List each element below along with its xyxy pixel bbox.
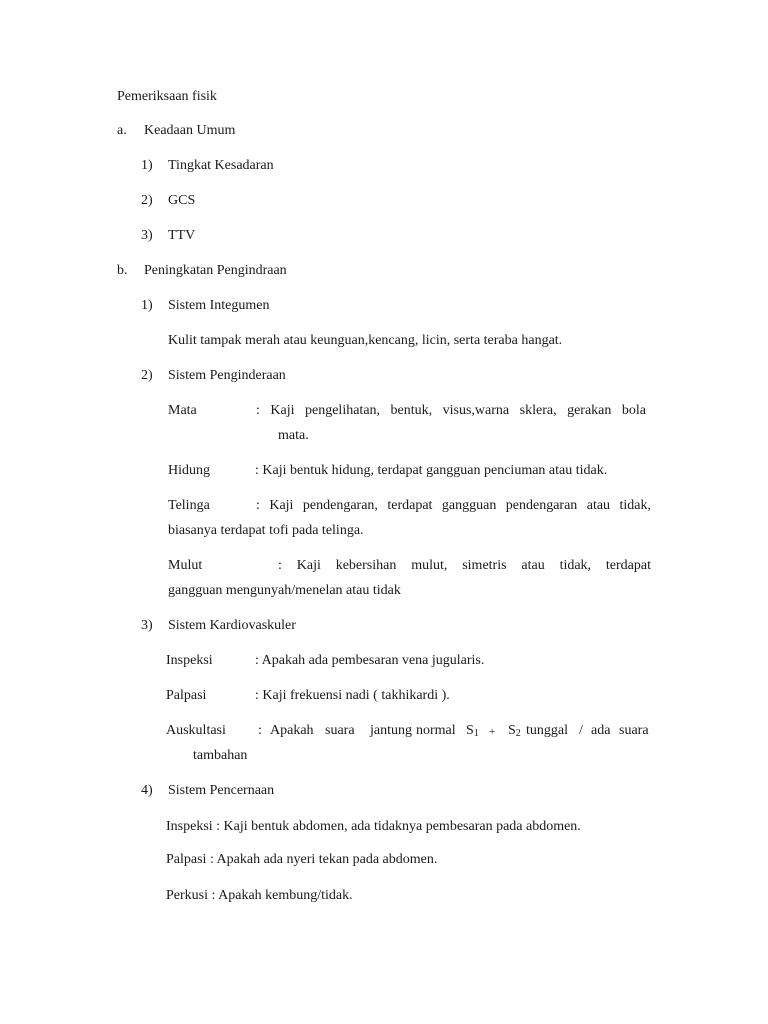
section-a-marker: a. [117,123,127,138]
definition-hidung: : Kaji bentuk hidung, terdapat gangguan penciuman atau tidak. [255,463,608,478]
pencernaan-inspeksi: Inspeksi : Kaji bentuk abdomen, ada tidaknya pembesaran pada abdomen. [166,819,581,834]
definition-mata-cont: mata. [278,428,309,443]
auskultasi-word: normal [416,723,456,738]
auskultasi-word: Apakah [270,723,314,738]
pencernaan-perkusi: Perkusi : Apakah kembung/tidak. [166,888,353,903]
definition-palpasi: : Kaji frekuensi nadi ( takhikardi ). [255,688,450,703]
section-a-heading: Keadaan Umum [144,123,236,138]
list-item-number: 2) [141,368,153,383]
term-telinga: Telinga [168,498,210,513]
auskultasi-s2: $S_2$ [508,723,521,739]
term-inspeksi: Inspeksi [166,653,213,668]
list-item-number: 4) [141,783,153,798]
auskultasi-colon: : [258,723,262,738]
list-item-number: 1) [141,158,153,173]
list-item-number: 2) [141,193,153,208]
definition-auskultasi [0,723,768,739]
auskultasi-word: tunggal [526,723,568,738]
section-b-marker: b. [117,263,128,278]
list-item-number: 3) [141,228,153,243]
auskultasi-word: ada [591,723,611,738]
integumen-description: Kulit tampak merah atau keunguan,kencang, licin, serta teraba hangat. [168,333,563,348]
list-item-label: TTV [168,228,196,243]
definition-telinga-cont: biasanya terdapat tofi pada telinga. [168,523,364,538]
page-title: Pemeriksaan fisik [117,89,217,104]
list-item-label: Sistem Integumen [168,298,270,313]
auskultasi-word: suara [619,723,649,738]
definition-mulut-cont: gangguan mengunyah/menelan atau tidak [168,583,401,598]
definition-inspeksi: : Apakah ada pembesaran vena jugularis. [255,653,485,668]
definition-mata: : Kaji pengelihatan, bentuk, visus,warna sklera, gerakan bola [256,403,646,418]
term-palpasi: Palpasi [166,688,207,703]
definition-telinga: : Kaji pendengaran, terdapat gangguan pendengaran atau tidak, [256,498,651,513]
pencernaan-palpasi: Palpasi : Apakah ada nyeri tekan pada abdomen. [166,852,438,867]
auskultasi-plus: + [489,726,496,738]
list-item-label: Tingkat Kesadaran [168,158,274,173]
auskultasi-word: / [579,723,583,738]
list-item-label: GCS [168,193,196,208]
term-mulut: Mulut [168,558,203,573]
term-auskultasi: Auskultasi [166,723,226,738]
section-b-heading: Peningkatan Pengindraan [144,263,287,278]
list-item-label: Sistem Kardiovaskuler [168,618,296,633]
term-mata: Mata [168,403,197,418]
list-item-label: Sistem Penginderaan [168,368,286,383]
term-hidung: Hidung [168,463,210,478]
list-item-number: 3) [141,618,153,633]
definition-mulut: : Kaji kebersihan mulut, simetris atau tidak, terdapat [278,558,651,573]
list-item-label: Sistem Pencernaan [168,783,275,798]
auskultasi-word: jantung [370,723,412,738]
list-item-number: 1) [141,298,153,313]
auskultasi-s1: $S_1$ [466,723,479,739]
auskultasi-word: suara [325,723,355,738]
definition-auskultasi-cont: tambahan [193,748,248,763]
